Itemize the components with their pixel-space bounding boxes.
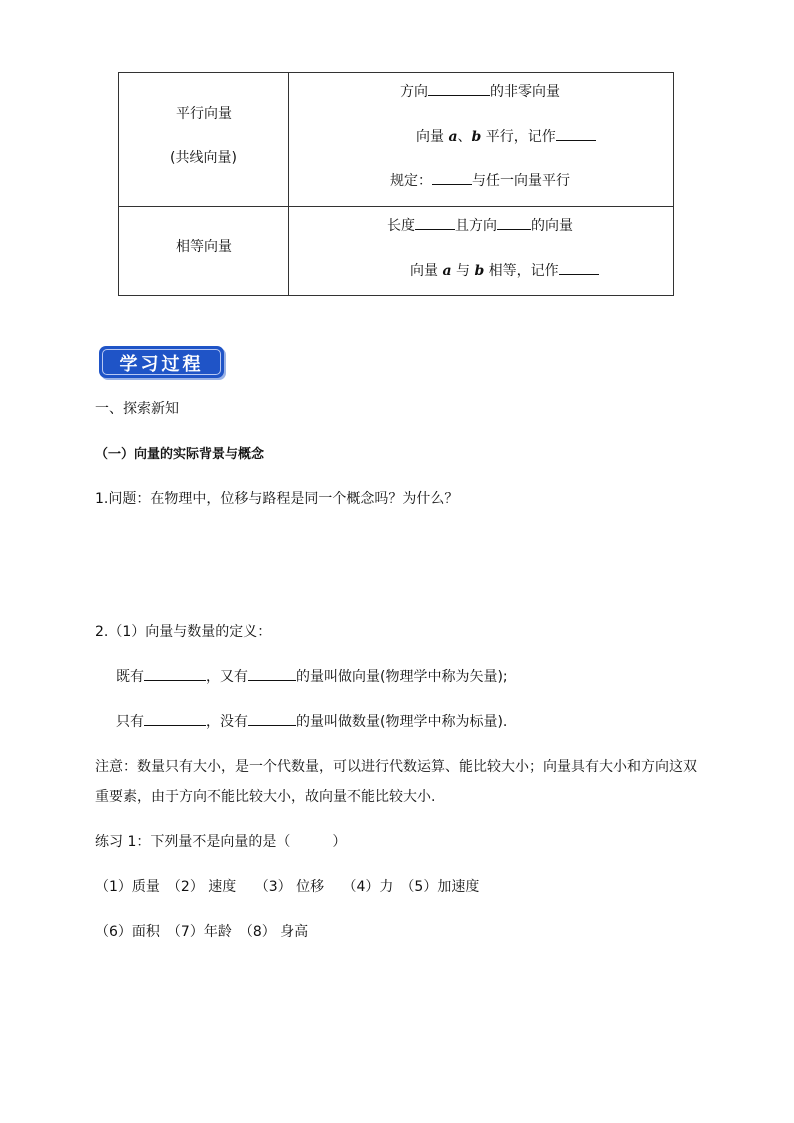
- blank[interactable]: [248, 668, 296, 681]
- blank[interactable]: [559, 262, 599, 275]
- blank[interactable]: [144, 713, 206, 726]
- part-title: 一、探索新知: [95, 401, 179, 417]
- parallel-line2: 向量 a、b 平行，记作: [416, 126, 596, 146]
- concept-table: [118, 72, 674, 296]
- question-2-title: 2.（1）向量与数量的定义：: [95, 624, 272, 640]
- exercise-options-2: （6）面积 （7）年龄 （8） 身高: [95, 924, 309, 940]
- parallel-label: 平行向量: [176, 106, 232, 122]
- question-1: 1.问题：在物理中，位移与路程是同一个概念吗？为什么？: [95, 491, 459, 507]
- parallel-line1: 方向 的非零向量: [400, 84, 560, 100]
- equal-line2: 向量 a 与 b 相等，记作: [410, 260, 599, 280]
- blank[interactable]: [415, 217, 455, 230]
- definition-scalar: 只有 ，没有 的量叫做数量(物理学中称为标量).: [116, 714, 508, 730]
- blank[interactable]: [428, 83, 490, 96]
- sub-title: （一）向量的实际背景与概念: [95, 447, 265, 462]
- parallel-label-sub: (共线向量): [170, 150, 237, 166]
- blank[interactable]: [556, 128, 596, 141]
- note-line-2: 重要素，由于方向不能比较大小，故向量不能比较大小.: [95, 789, 436, 805]
- blank[interactable]: [497, 217, 531, 230]
- section-badge-text: 学习过程: [119, 354, 204, 375]
- blank[interactable]: [248, 713, 296, 726]
- parallel-line3: 规定： 与任一向量平行: [390, 173, 570, 189]
- table-row-parallel: [119, 73, 673, 207]
- note-line-1: 注意：数量只有大小，是一个代数量，可以进行代数运算、能比较大小；向量具有大小和方向这双: [95, 759, 697, 775]
- blank[interactable]: [432, 172, 472, 185]
- blank[interactable]: [144, 668, 206, 681]
- definition-vector: 既有 ，又有 的量叫做向量(物理学中称为矢量);: [116, 669, 508, 685]
- table-row-equal: [119, 207, 673, 295]
- equal-label: 相等向量: [176, 239, 232, 255]
- exercise-title: 练习 1：下列量不是向量的是（ ）: [95, 834, 347, 850]
- equal-line1: 长度 且方向 的向量: [387, 218, 573, 234]
- exercise-options-1: （1）质量 （2） 速度 （3） 位移 （4）力 （5）加速度: [95, 879, 480, 895]
- section-badge: [99, 346, 224, 378]
